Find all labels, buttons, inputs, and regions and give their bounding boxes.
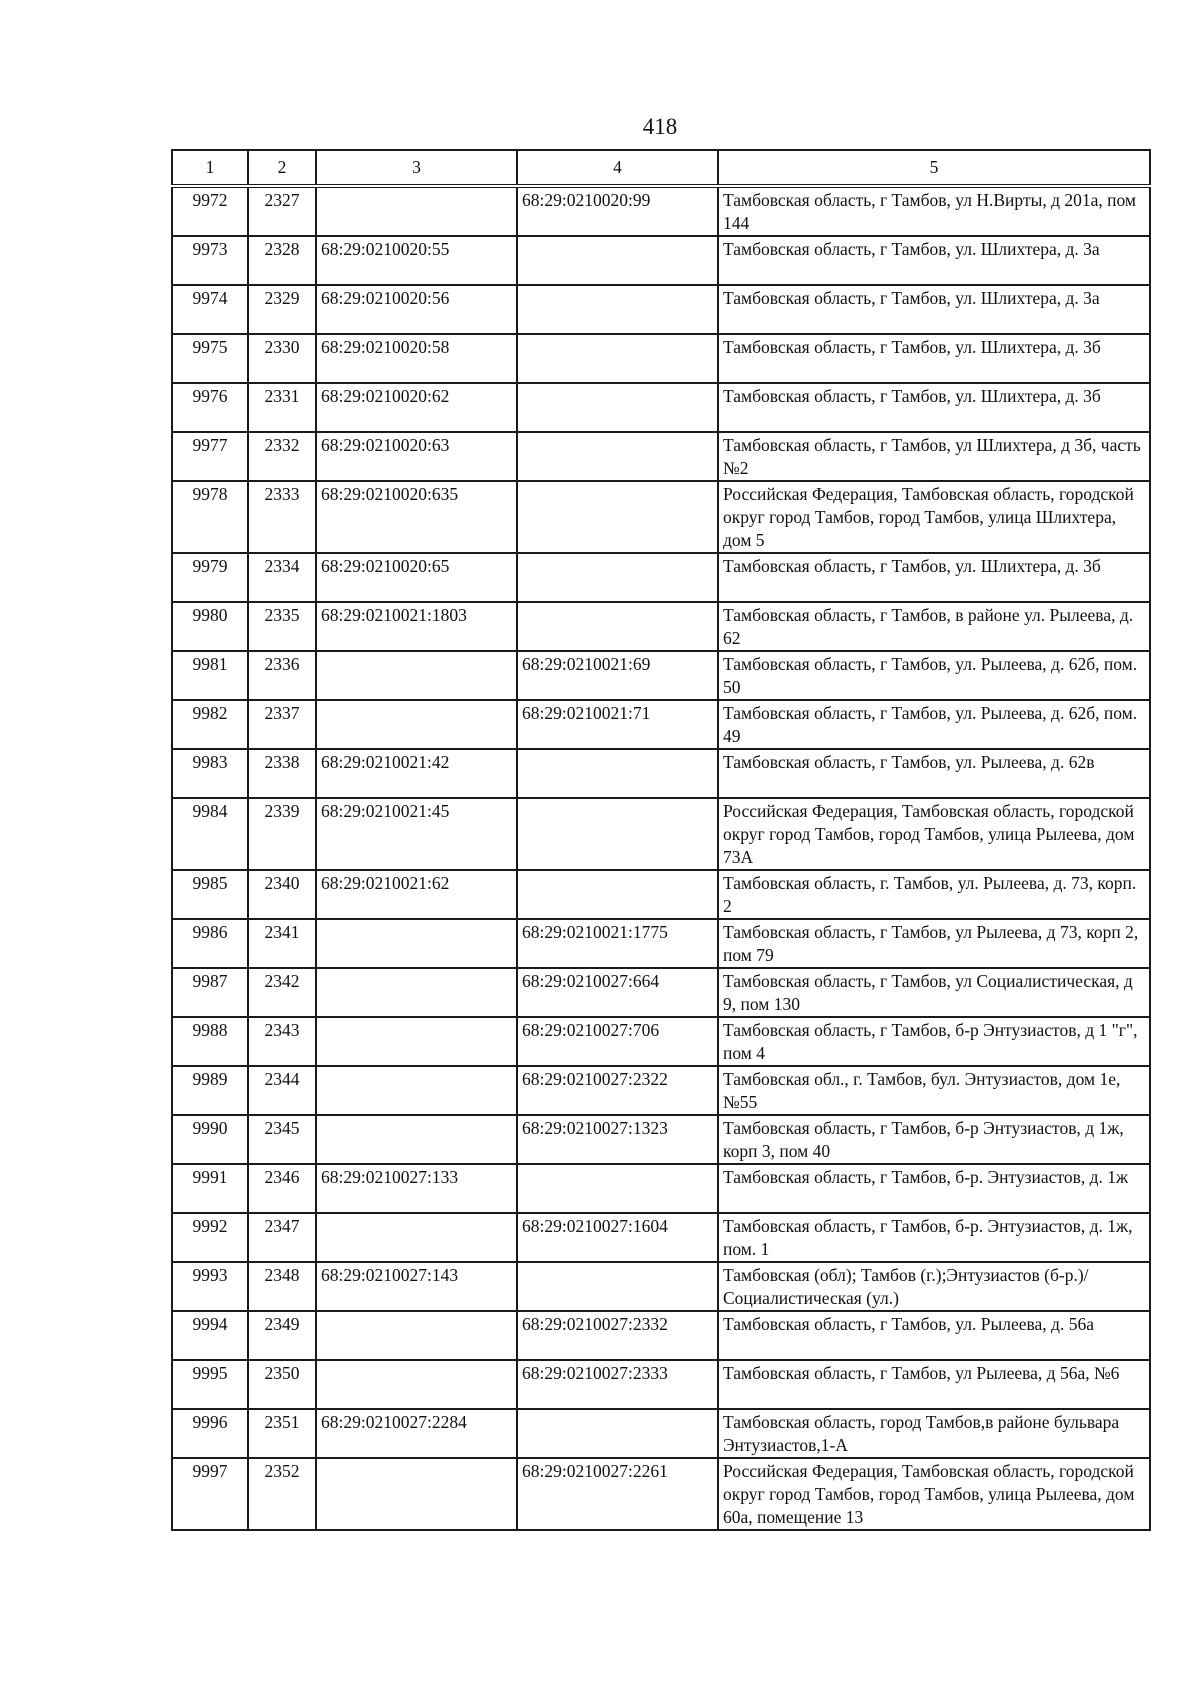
table-row [172,186,1150,236]
table-row [172,1262,1150,1311]
building-cadastral-number-cell: 68:29:0210021:69 [517,651,718,700]
table-row [172,968,1150,1017]
building-cadastral-number-cell [517,749,718,798]
table-row [172,919,1150,968]
land-cadastral-number-cell [316,1458,517,1530]
column-header: 2 [248,150,316,186]
row-number-cell: 9974 [172,285,248,334]
building-cadastral-number-cell: 68:29:0210021:71 [517,700,718,749]
building-cadastral-number-cell: 68:29:0210020:99 [517,186,718,236]
item-index-cell: 2337 [248,700,316,749]
table-row [172,383,1150,432]
column-header: 5 [718,150,1150,186]
address-cell: Тамбовская (обл); Тамбов (г.);Энтузиастов (б-р.)/Социалистическая (ул.) [718,1262,1150,1311]
item-index-cell: 2341 [248,919,316,968]
table-row [172,1409,1150,1458]
address-cell: Тамбовская область, г Тамбов, ул. Рылеева, д. 62б, пом. 49 [718,700,1150,749]
registry-table [171,149,1151,1531]
land-cadastral-number-cell: 68:29:0210020:55 [316,236,517,285]
row-number-cell: 9992 [172,1213,248,1262]
building-cadastral-number-cell [517,481,718,553]
land-cadastral-number-cell: 68:29:0210021:45 [316,798,517,870]
row-number-cell: 9993 [172,1262,248,1311]
item-index-cell: 2333 [248,481,316,553]
item-index-cell: 2335 [248,602,316,651]
land-cadastral-number-cell: 68:29:0210021:62 [316,870,517,919]
item-index-cell: 2350 [248,1360,316,1409]
address-cell: Тамбовская область, г Тамбов, б-р. Энтузиастов, д. 1ж [718,1164,1150,1213]
building-cadastral-number-cell [517,553,718,602]
address-cell: Тамбовская область, г Тамбов, б-р Энтузиастов, д 1ж, корп 3, пом 40 [718,1115,1150,1164]
building-cadastral-number-cell: 68:29:0210027:2332 [517,1311,718,1360]
table-header [172,150,1150,186]
table-row [172,285,1150,334]
building-cadastral-number-cell: 68:29:0210027:1323 [517,1115,718,1164]
row-number-cell: 9981 [172,651,248,700]
land-cadastral-number-cell: 68:29:0210020:65 [316,553,517,602]
item-index-cell: 2327 [248,186,316,236]
row-number-cell: 9994 [172,1311,248,1360]
table-row [172,651,1150,700]
address-cell: Тамбовская область, г Тамбов, ул. Шлихтера, д. 3а [718,285,1150,334]
building-cadastral-number-cell [517,870,718,919]
address-cell: Тамбовская область, г Тамбов, ул Рылеева, д 56а, №6 [718,1360,1150,1409]
building-cadastral-number-cell: 68:29:0210027:1604 [517,1213,718,1262]
table-row [172,700,1150,749]
table-row [172,481,1150,553]
land-cadastral-number-cell: 68:29:0210021:1803 [316,602,517,651]
table-row [172,236,1150,285]
item-index-cell: 2352 [248,1458,316,1530]
building-cadastral-number-cell: 68:29:0210021:1775 [517,919,718,968]
land-cadastral-number-cell [316,919,517,968]
table-row [172,1213,1150,1262]
table-row [172,1164,1150,1213]
table-row [172,602,1150,651]
building-cadastral-number-cell [517,432,718,481]
building-cadastral-number-cell [517,236,718,285]
land-cadastral-number-cell [316,968,517,1017]
address-cell: Тамбовская область, г Тамбов, ул. Шлихтера, д. 3а [718,236,1150,285]
item-index-cell: 2345 [248,1115,316,1164]
address-cell: Российская Федерация, Тамбовская область, городской округ город Тамбов, город Тамбов, улица Шлихтера, дом 5 [718,481,1150,553]
row-number-cell: 9996 [172,1409,248,1458]
building-cadastral-number-cell: 68:29:0210027:2333 [517,1360,718,1409]
address-cell: Российская Федерация, Тамбовская область, городской округ город Тамбов, город Тамбов, улица Рылеева, дом 73А [718,798,1150,870]
table-row [172,1115,1150,1164]
table-row [172,1311,1150,1360]
building-cadastral-number-cell [517,1164,718,1213]
row-number-cell: 9995 [172,1360,248,1409]
land-cadastral-number-cell: 68:29:0210021:42 [316,749,517,798]
address-cell: Тамбовская область, г Тамбов, б-р. Энтузиастов, д. 1ж, пом. 1 [718,1213,1150,1262]
land-cadastral-number-cell [316,651,517,700]
table-row [172,553,1150,602]
table-row [172,1066,1150,1115]
item-index-cell: 2328 [248,236,316,285]
table-row [172,1458,1150,1530]
address-cell: Тамбовская область, г Тамбов, ул Рылеева, д 73, корп 2, пом 79 [718,919,1150,968]
column-header: 4 [517,150,718,186]
row-number-cell: 9978 [172,481,248,553]
address-cell: Тамбовская область, г Тамбов, ул. Рылеева, д. 62в [718,749,1150,798]
address-cell: Тамбовская область, г Тамбов, ул. Шлихтера, д. 3б [718,553,1150,602]
row-number-cell: 9991 [172,1164,248,1213]
table-row [172,870,1150,919]
row-number-cell: 9976 [172,383,248,432]
land-cadastral-number-cell [316,1017,517,1066]
building-cadastral-number-cell: 68:29:0210027:2261 [517,1458,718,1530]
land-cadastral-number-cell [316,1311,517,1360]
table-row [172,334,1150,383]
table-body [172,186,1150,1530]
page-number: 418 [642,114,678,139]
row-number-cell: 9979 [172,553,248,602]
land-cadastral-number-cell: 68:29:0210027:143 [316,1262,517,1311]
land-cadastral-number-cell [316,1213,517,1262]
row-number-cell: 9984 [172,798,248,870]
row-number-cell: 9972 [172,186,248,236]
table-row [172,798,1150,870]
address-cell: Тамбовская обл., г. Тамбов, бул. Энтузиастов, дом 1е, №55 [718,1066,1150,1115]
item-index-cell: 2331 [248,383,316,432]
building-cadastral-number-cell: 68:29:0210027:664 [517,968,718,1017]
building-cadastral-number-cell [517,334,718,383]
address-cell: Тамбовская область, город Тамбов,в районе бульвара Энтузиастов,1-А [718,1409,1150,1458]
table-row [172,1017,1150,1066]
address-cell: Российская Федерация, Тамбовская область, городской округ город Тамбов, город Тамбов, улица Рылеева, дом 60а, помещение 13 [718,1458,1150,1530]
address-cell: Тамбовская область, г Тамбов, в районе ул. Рылеева, д. 62 [718,602,1150,651]
table-row [172,749,1150,798]
row-number-cell: 9977 [172,432,248,481]
row-number-cell: 9997 [172,1458,248,1530]
item-index-cell: 2334 [248,553,316,602]
land-cadastral-number-cell: 68:29:0210027:133 [316,1164,517,1213]
building-cadastral-number-cell: 68:29:0210027:706 [517,1017,718,1066]
land-cadastral-number-cell: 68:29:0210020:58 [316,334,517,383]
land-cadastral-number-cell: 68:29:0210020:63 [316,432,517,481]
address-cell: Тамбовская область, г. Тамбов, ул. Рылеева, д. 73, корп. 2 [718,870,1150,919]
building-cadastral-number-cell [517,1409,718,1458]
row-number-cell: 9990 [172,1115,248,1164]
header-row [172,150,1150,186]
item-index-cell: 2343 [248,1017,316,1066]
item-index-cell: 2332 [248,432,316,481]
row-number-cell: 9986 [172,919,248,968]
building-cadastral-number-cell [517,383,718,432]
item-index-cell: 2339 [248,798,316,870]
address-cell: Тамбовская область, г Тамбов, ул Социалистическая, д 9, пом 130 [718,968,1150,1017]
land-cadastral-number-cell [316,1115,517,1164]
item-index-cell: 2330 [248,334,316,383]
row-number-cell: 9987 [172,968,248,1017]
address-cell: Тамбовская область, г Тамбов, ул. Шлихтера, д. 3б [718,383,1150,432]
land-cadastral-number-cell: 68:29:0210020:62 [316,383,517,432]
column-header: 3 [316,150,517,186]
building-cadastral-number-cell [517,285,718,334]
row-number-cell: 9975 [172,334,248,383]
land-cadastral-number-cell [316,1066,517,1115]
table-row [172,1360,1150,1409]
table-row [172,432,1150,481]
land-cadastral-number-cell [316,700,517,749]
address-cell: Тамбовская область, г Тамбов, ул. Рылеева, д. 62б, пом. 50 [718,651,1150,700]
item-index-cell: 2344 [248,1066,316,1115]
building-cadastral-number-cell [517,798,718,870]
address-cell: Тамбовская область, г Тамбов, ул Шлихтера, д 3б, часть №2 [718,432,1150,481]
column-header: 1 [172,150,248,186]
item-index-cell: 2329 [248,285,316,334]
row-number-cell: 9982 [172,700,248,749]
address-cell: Тамбовская область, г Тамбов, ул. Шлихтера, д. 3б [718,334,1150,383]
address-cell: Тамбовская область, г Тамбов, ул. Рылеева, д. 56а [718,1311,1150,1360]
item-index-cell: 2342 [248,968,316,1017]
item-index-cell: 2348 [248,1262,316,1311]
row-number-cell: 9980 [172,602,248,651]
item-index-cell: 2336 [248,651,316,700]
item-index-cell: 2346 [248,1164,316,1213]
item-index-cell: 2351 [248,1409,316,1458]
row-number-cell: 9973 [172,236,248,285]
building-cadastral-number-cell [517,602,718,651]
item-index-cell: 2349 [248,1311,316,1360]
land-cadastral-number-cell [316,1360,517,1409]
land-cadastral-number-cell: 68:29:0210027:2284 [316,1409,517,1458]
item-index-cell: 2347 [248,1213,316,1262]
item-index-cell: 2338 [248,749,316,798]
land-cadastral-number-cell: 68:29:0210020:635 [316,481,517,553]
building-cadastral-number-cell [517,1262,718,1311]
address-cell: Тамбовская область, г Тамбов, ул Н.Вирты, д 201а, пом 144 [718,186,1150,236]
row-number-cell: 9988 [172,1017,248,1066]
land-cadastral-number-cell [316,186,517,236]
row-number-cell: 9985 [172,870,248,919]
land-cadastral-number-cell: 68:29:0210020:56 [316,285,517,334]
item-index-cell: 2340 [248,870,316,919]
row-number-cell: 9983 [172,749,248,798]
address-cell: Тамбовская область, г Тамбов, б-р Энтузиастов, д 1 "г", пом 4 [718,1017,1150,1066]
building-cadastral-number-cell: 68:29:0210027:2322 [517,1066,718,1115]
row-number-cell: 9989 [172,1066,248,1115]
